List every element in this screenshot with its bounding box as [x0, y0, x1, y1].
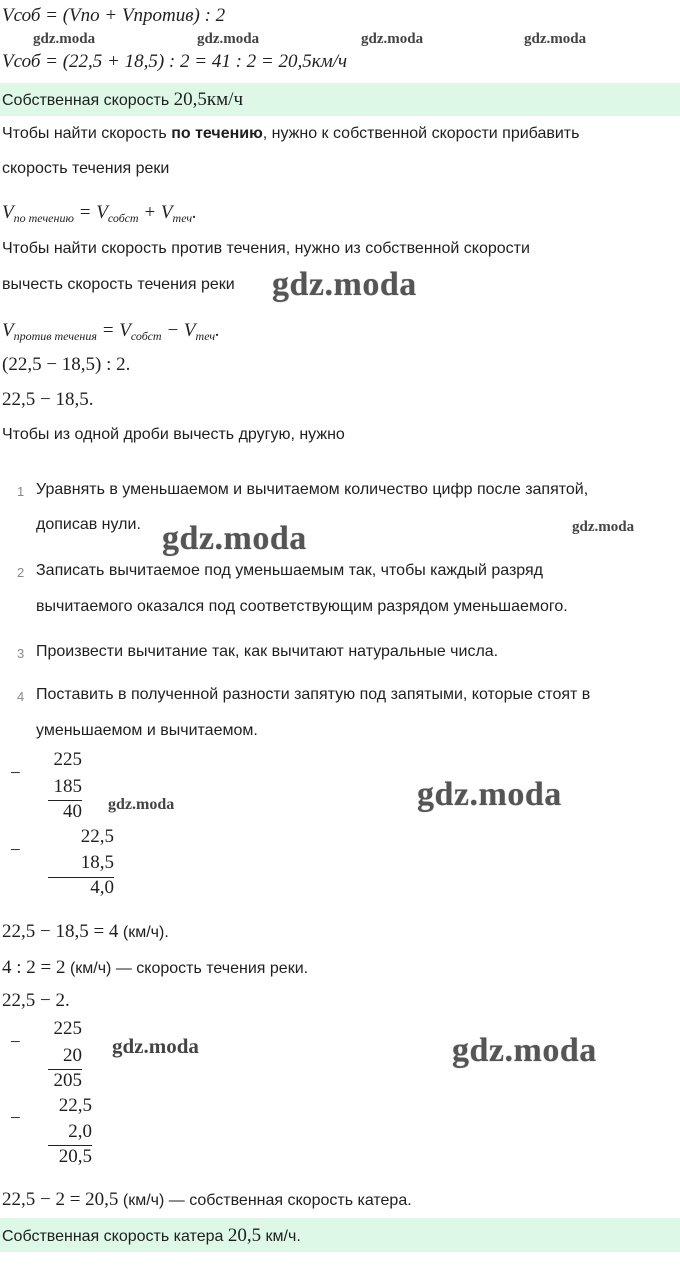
- watermark: gdz.moda: [33, 31, 96, 47]
- list-number: 4: [17, 689, 25, 704]
- difference: 40: [63, 801, 82, 822]
- formula-upstream: $V_{против течения} = V_{собст} - V_{теч}$.: [2, 320, 220, 343]
- formula-vsob-calculation: Vсоб = (22,5 + 18,5) : 2 = 41 : 2 = 20,5км/ч: [2, 51, 348, 72]
- minuend: 225: [53, 749, 82, 770]
- watermark: gdz.moda: [452, 1032, 597, 1069]
- paragraph-fraction: Чтобы из одной дроби вычесть другую, нужно: [2, 426, 345, 443]
- formula-vsob-definition: Vсоб = (Vпо + Vпротив) : 2: [2, 5, 226, 26]
- watermark: gdz.moda: [162, 520, 307, 557]
- watermark: gdz.moda: [572, 519, 635, 535]
- watermark: gdz.moda: [417, 776, 562, 813]
- minus-sign: −: [10, 1108, 21, 1129]
- watermark: gdz.moda: [108, 796, 175, 813]
- minuend: 225: [53, 1018, 82, 1039]
- paragraph-upstream-cont: вычесть скорость течения реки: [2, 276, 235, 293]
- list-item-cont: дописав нули.: [36, 516, 141, 533]
- watermark: gdz.moda: [112, 1034, 199, 1058]
- answer-highlight-text: Собственная скорость катера 20,5 км/ч.: [2, 1225, 301, 1246]
- list-number: 2: [17, 565, 25, 580]
- minus-sign: −: [10, 763, 21, 784]
- difference: 205: [53, 1070, 82, 1091]
- list-item: Уравнять в уменьшаемом и вычитаемом количество цифр после запятой,: [36, 481, 589, 498]
- watermark: gdz.moda: [272, 266, 417, 303]
- list-item: Записать вычитаемое под уменьшаемым так, чтобы каждый разряд: [36, 562, 544, 579]
- minuend: 22,5: [80, 826, 114, 847]
- expression: 22,5 − 2.: [2, 990, 70, 1011]
- paragraph-downstream: Чтобы найти скорость по течению, нужно к собственной скорости прибавить: [2, 125, 580, 142]
- watermark: gdz.moda: [361, 31, 424, 47]
- list-item: Поставить в полученной разности запятую под запятыми, которые стоят в: [36, 686, 591, 703]
- list-item: Произвести вычитание так, как вычитают натуральные числа.: [36, 643, 499, 660]
- watermark: gdz.moda: [197, 31, 260, 47]
- watermark: gdz.moda: [524, 31, 587, 47]
- paragraph-upstream: Чтобы найти скорость против течения, нужно из собственной скорости: [2, 240, 530, 257]
- difference: 20,5: [58, 1146, 92, 1167]
- minuend: 22,5: [58, 1095, 92, 1116]
- subtrahend: 20: [63, 1045, 82, 1066]
- list-item-cont: уменьшаемом и вычитаемом.: [36, 722, 258, 739]
- list-number: 3: [17, 646, 25, 661]
- subtrahend: 18,5: [80, 852, 114, 873]
- subtrahend: 2,0: [68, 1121, 92, 1142]
- minus-sign: −: [10, 1032, 21, 1053]
- minus-sign: −: [10, 840, 21, 861]
- result-line: 22,5 − 2 = 20,5 (км/ч) — собственная скорость катера.: [2, 1189, 412, 1210]
- answer-highlight-text: Собственная скорость 20,5км/ч: [2, 89, 243, 110]
- list-number: 1: [17, 484, 25, 499]
- expression: 22,5 − 18,5.: [2, 389, 94, 410]
- formula-downstream: $V_{по течению} = V_{собст} + V_{теч}$.: [2, 202, 197, 225]
- subtrahend: 185: [53, 776, 82, 797]
- result-line: 22,5 − 18,5 = 4 (км/ч).: [2, 921, 169, 942]
- difference: 4,0: [90, 877, 114, 898]
- expression: (22,5 − 18,5) : 2.: [2, 354, 131, 375]
- result-line: 4 : 2 = 2 (км/ч) — скорость течения реки.: [2, 957, 309, 978]
- list-item-cont: вычитаемого оказался под соответствующим разрядом уменьшаемого.: [36, 598, 568, 615]
- paragraph-downstream-cont: скорость течения реки: [2, 160, 170, 177]
